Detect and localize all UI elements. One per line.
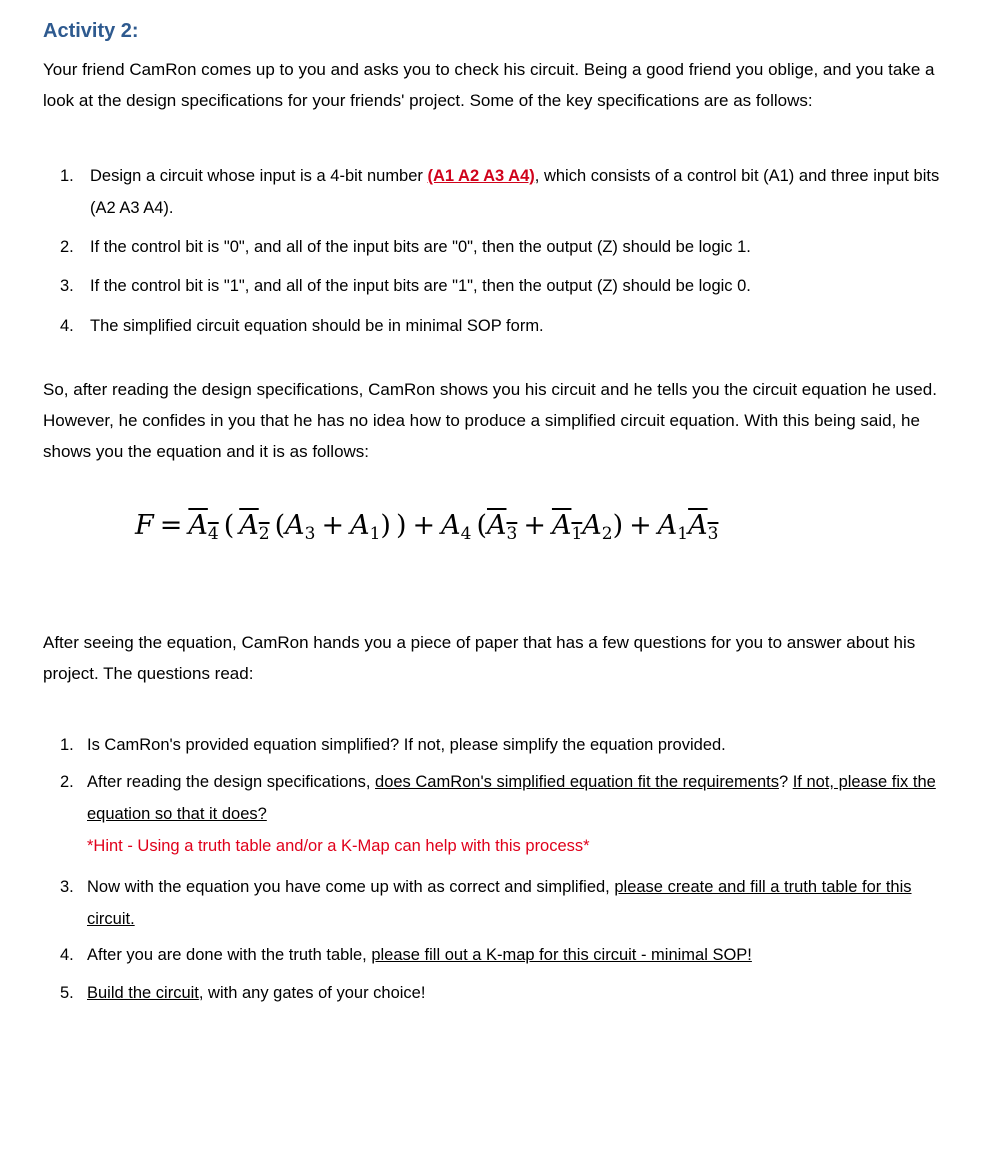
question-number: 5.	[60, 984, 74, 1002]
question-text-part: ?	[778, 773, 793, 791]
spec-text-part: Design a circuit whose input is a 4-bit number	[90, 167, 428, 185]
activity-heading: Activity 2:	[43, 20, 139, 42]
question-text: Is CamRon's provided equation simplified? If not, please simplify the equation provided.	[87, 736, 726, 754]
question-text-part: Now with the equation you have come up with as correct and simplified,	[87, 878, 615, 896]
circuit-equation	[135, 510, 718, 570]
question-text-part: , with any gates of your choice!	[198, 984, 426, 1002]
question-number: 2.	[60, 773, 74, 791]
eq-plus: +	[321, 510, 345, 541]
eq-plus: +	[629, 510, 652, 541]
eq-plus: +	[412, 510, 436, 541]
spec-number: 3.	[60, 277, 74, 295]
eq-term-not-a3: $A_3$	[688, 510, 719, 544]
equation-intro-paragraph: So, after reading the design specifications, CamRon shows you his circuit and he tells you the circuit equation he used. However, he confides in you that he has no idea how to produce a simplified circuit equation. With this being said, he shows you the equation and it is as follows:	[43, 380, 937, 461]
eq-term-a1: $A_1$	[657, 510, 689, 544]
questions-intro-paragraph: After seeing the equation, CamRon hands you a piece of paper that has a few questions for you to answer about his project. The questions read:	[43, 633, 916, 683]
spec-text-part: , which consists of a control bit (A1) and three input bits (A2 A3 A4).	[90, 167, 940, 217]
eq-term-a1: $A_1$	[350, 510, 381, 544]
input-bits-highlight: (A1 A2 A3 A4)	[427, 167, 535, 185]
eq-paren: )	[395, 510, 407, 541]
eq-term-a2: $A_2$	[582, 510, 613, 544]
question-number: 3.	[60, 878, 74, 896]
question-underlined-part: please create and fill a truth table for this circuit.	[87, 878, 912, 928]
question-underlined-part: please fill out a K-map for this circuit - minimal SOP!	[371, 946, 752, 964]
eq-plus: +	[523, 510, 546, 541]
question-number: 1.	[60, 736, 74, 754]
eq-function-symbol: F	[135, 510, 154, 541]
eq-term-a3: $A_3$	[285, 510, 316, 544]
question-text	[87, 939, 957, 971]
eq-term-not-a3: $A_3$	[486, 510, 518, 544]
eq-term-not-a1: $A_1$	[551, 510, 583, 544]
spec-text	[90, 160, 960, 224]
question-text	[87, 766, 957, 862]
question-text	[87, 977, 957, 1009]
question-underlined-part: Build the circuit	[87, 984, 199, 1002]
spec-text: If the control bit is "1", and all of the input bits are "1", then the output (Z) should be logic 0.	[90, 277, 751, 295]
spec-number: 1.	[60, 167, 74, 185]
eq-term-not-a2: $A_2$	[239, 510, 270, 544]
spec-text: If the control bit is "0", and all of the input bits are "0", then the output (Z) should be logic 1.	[90, 238, 751, 256]
spec-number: 2.	[60, 238, 74, 256]
eq-paren: (	[274, 510, 286, 541]
eq-term-a4: $A_4$	[441, 510, 472, 544]
question-text-part: After reading the design specifications,	[87, 773, 376, 791]
question-underlined-part: does CamRon's simplified equation fit the requirements	[375, 773, 779, 791]
eq-term-not-a4: $A_4$	[188, 510, 219, 544]
hint-text: *Hint - Using a truth table and/or a K-Map can help with this process*	[87, 837, 590, 855]
question-underlined-part: If not, please fix the equation so that it does?	[87, 773, 936, 823]
eq-paren: )	[380, 510, 391, 541]
question-number: 4.	[60, 946, 74, 964]
question-text	[87, 871, 957, 935]
intro-paragraph: Your friend CamRon comes up to you and asks you to check his circuit. Being a good friend you oblige, and you take a look at the design specifications for your friends' project. Some of the key specifications are as follows:	[43, 60, 935, 110]
eq-equals: =	[159, 510, 183, 541]
spec-text: The simplified circuit equation should be in minimal SOP form.	[90, 317, 544, 335]
question-text-part: After you are done with the truth table,	[87, 946, 372, 964]
eq-paren: (	[223, 510, 235, 541]
eq-paren: )	[612, 510, 624, 541]
eq-paren: (	[476, 510, 487, 541]
spec-number: 4.	[60, 317, 74, 335]
